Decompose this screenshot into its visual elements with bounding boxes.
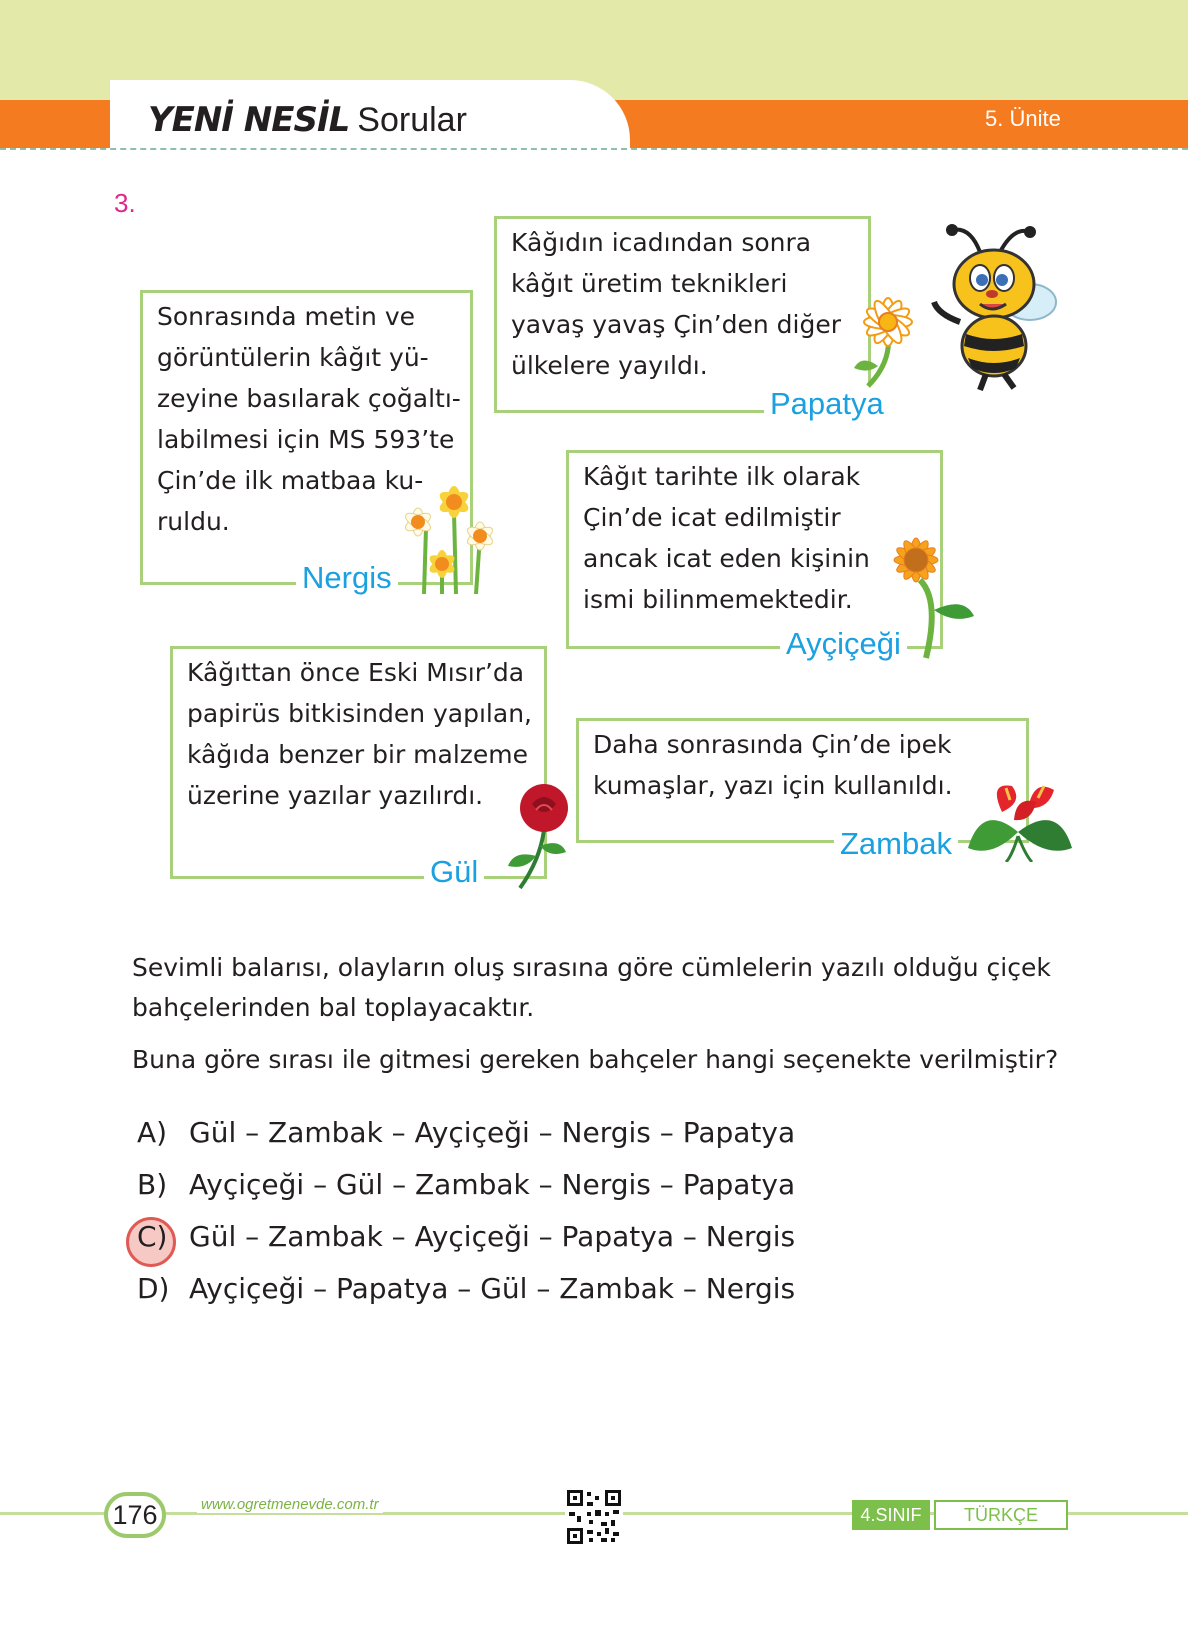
option-c[interactable] xyxy=(137,1220,795,1253)
rose-icon xyxy=(500,780,580,890)
question-number: 3. xyxy=(114,188,136,218)
flower-label-papatya: Papatya xyxy=(764,386,890,422)
daffodil-icon xyxy=(398,472,502,596)
card-text: Kâğıt tarihte ilk olarak Çin’de icat edilmiştir ancak icat eden kişinin ismi bilinmemektedir. xyxy=(583,462,870,614)
subject-badge: TÜRKÇE xyxy=(934,1500,1068,1530)
header-divider xyxy=(0,148,1188,150)
grade-badge: 4.SINIF xyxy=(852,1500,930,1530)
flower-label-gul: Gül xyxy=(424,854,484,890)
card-papatya xyxy=(494,216,871,413)
option-text: Ayçiçeği – Gül – Zambak – Nergis – Papatya xyxy=(189,1168,796,1201)
card-text: Kâğıttan önce Eski Mısır’da papirüs bitkisinden yapılan, kâğıda benzer bir malzeme üzerine yazılar yazılırdı. xyxy=(187,658,532,810)
flower-label-nergis: Nergis xyxy=(296,560,398,596)
header-orange-right xyxy=(570,100,1188,148)
qr-code-icon[interactable] xyxy=(565,1488,623,1546)
brand-light: Sorular xyxy=(357,101,467,139)
brand-bold: YENİ NESİL xyxy=(148,100,350,140)
flower-label-aycicegi: Ayçiçeği xyxy=(780,626,907,662)
option-text: Gül – Zambak – Ayçiçeği – Papatya – Nergis xyxy=(189,1220,796,1253)
card-text: Kâğıdın icadından sonra kâğıt üretim teknikleri yavaş yavaş Çin’den diğer ülkelere yayıldı. xyxy=(511,228,841,380)
page-number: 176 xyxy=(104,1492,166,1538)
option-a[interactable] xyxy=(137,1116,795,1149)
question-prompt-1: Sevimli balarısı, olayların oluş sırasına göre cümlelerin yazılı olduğu çiçek bahçelerinden bal toplayacaktır. xyxy=(132,953,1051,1022)
unit-label: 5. Ünite xyxy=(985,106,1061,131)
option-letter: A) xyxy=(137,1116,168,1149)
header-brand xyxy=(148,100,467,140)
option-letter: B) xyxy=(137,1168,168,1201)
lily-icon xyxy=(962,772,1076,862)
footer-url[interactable]: www.ogretmenevde.com.tr xyxy=(197,1496,383,1513)
option-b[interactable] xyxy=(137,1168,795,1201)
option-letter: D) xyxy=(137,1272,170,1305)
sunflower-icon xyxy=(880,520,976,660)
flower-label-zambak: Zambak xyxy=(834,826,958,862)
option-d[interactable] xyxy=(137,1272,795,1305)
option-letter: C) xyxy=(137,1220,168,1253)
question-prompt-2: Buna göre sırası ile gitmesi gereken bahçeler hangi seçenekte verilmiştir? xyxy=(132,1045,1059,1074)
daisy-icon xyxy=(848,282,932,392)
option-text: Ayçiçeği – Papatya – Gül – Zambak – Nergis xyxy=(189,1272,796,1305)
card-text: Sonrasında metin ve görüntülerin kâğıt yü- zeyine basılarak çoğaltı- labilmesi için MS 593’te Çin’de ilk matbaa ku- ruldu. xyxy=(157,302,461,536)
card-gul xyxy=(170,646,547,879)
card-text: Daha sonrasında Çin’de ipek kumaşlar, yazı için kullanıldı. xyxy=(593,730,953,800)
option-text: Gül – Zambak – Ayçiçeği – Nergis – Papatya xyxy=(189,1116,796,1149)
bee-icon xyxy=(930,222,1060,392)
